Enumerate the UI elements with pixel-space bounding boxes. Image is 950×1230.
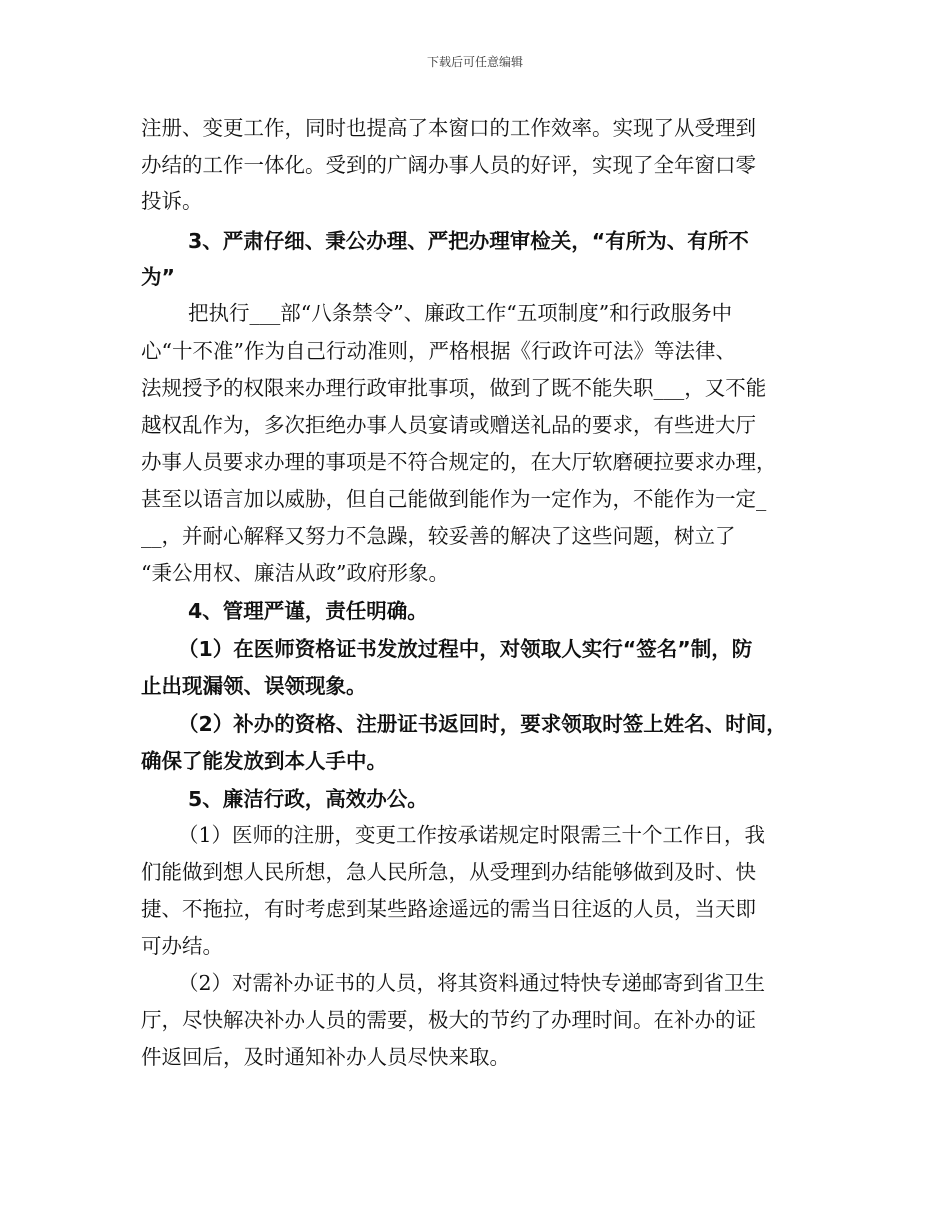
paragraph-line: 越权乱作为，多次拒绝办事人员宴请或赠送礼品的要求，有些进大厅 [141, 413, 756, 437]
paragraph-line: 捷、不拖拉，有时考虑到某些路途遥远的需当日往返的人员，当天即 [141, 897, 756, 921]
bold-line: （2）补办的资格、注册证书返回时，要求领取时签上姓名、时间， [178, 712, 787, 736]
paragraph-line: “秉公用权、廉洁从政”政府形象。 [141, 561, 449, 585]
section-heading: 为” [141, 265, 175, 289]
paragraph-line: 可办结。 [141, 934, 223, 958]
paragraph-line: （1）医师的注册，变更工作按承诺规定时限需三十个工作日，我 [178, 823, 766, 847]
bold-line: （1）在医师资格证书发放过程中，对领取人实行“签名”制，防 [178, 637, 753, 661]
paragraph-line: 厅，尽快解决补办人员的需要，极大的节约了办理时间。在补办的证 [141, 1008, 756, 1032]
paragraph-line: __，并耐心解释又努力不急躁，较妥善的解决了这些问题，树立了 [141, 524, 736, 548]
paragraph-line: 件返回后，及时通知补办人员尽快来取。 [141, 1045, 510, 1069]
bold-line: 止出现漏领、误领现象。 [141, 674, 367, 698]
paragraph-line: 们能做到想人民所想，急人民所急，从受理到办结能够做到及时、快 [141, 860, 756, 884]
paragraph-line: 办结的工作一体化。受到的广阔办事人员的好评，实现了全年窗口零 [141, 153, 756, 177]
paragraph-line: 注册、变更工作，同时也提高了本窗口的工作效率。实现了从受理到 [141, 116, 756, 140]
paragraph-line: 把执行___部“八条禁令”、廉政工作“五项制度”和行政服务中 [188, 301, 733, 325]
section-heading: 4、管理严谨，责任明确。 [188, 599, 428, 623]
paragraph-line: 甚至以语言加以威胁，但自己能做到能作为一定作为，不能作为一定_ [141, 487, 767, 511]
paragraph-line: 法规授予的权限来办理行政审批事项，做到了既不能失职___，又不能 [141, 376, 767, 400]
paragraph-line: （2）对需补办证书的人员，将其资料通过特快专递邮寄到省卫生 [178, 971, 766, 995]
page-header: 下载后可任意编辑 [426, 55, 523, 69]
paragraph-line: 办事人员要求办理的事项是不符合规定的，在大厅软磨硬拉要求办理， [141, 450, 777, 474]
bold-line: 确保了能发放到本人手中。 [141, 749, 387, 773]
section-heading: 5、廉洁行政，高效办公。 [188, 787, 428, 811]
paragraph-line: 投诉。 [141, 189, 203, 213]
paragraph-line: 心“十不准”作为自己行动准则，严格根据《行政许可法》等法律、 [141, 339, 736, 363]
section-heading: 3、严肃仔细、秉公办理、严把办理审检关，“有所为、有所不 [188, 229, 749, 253]
